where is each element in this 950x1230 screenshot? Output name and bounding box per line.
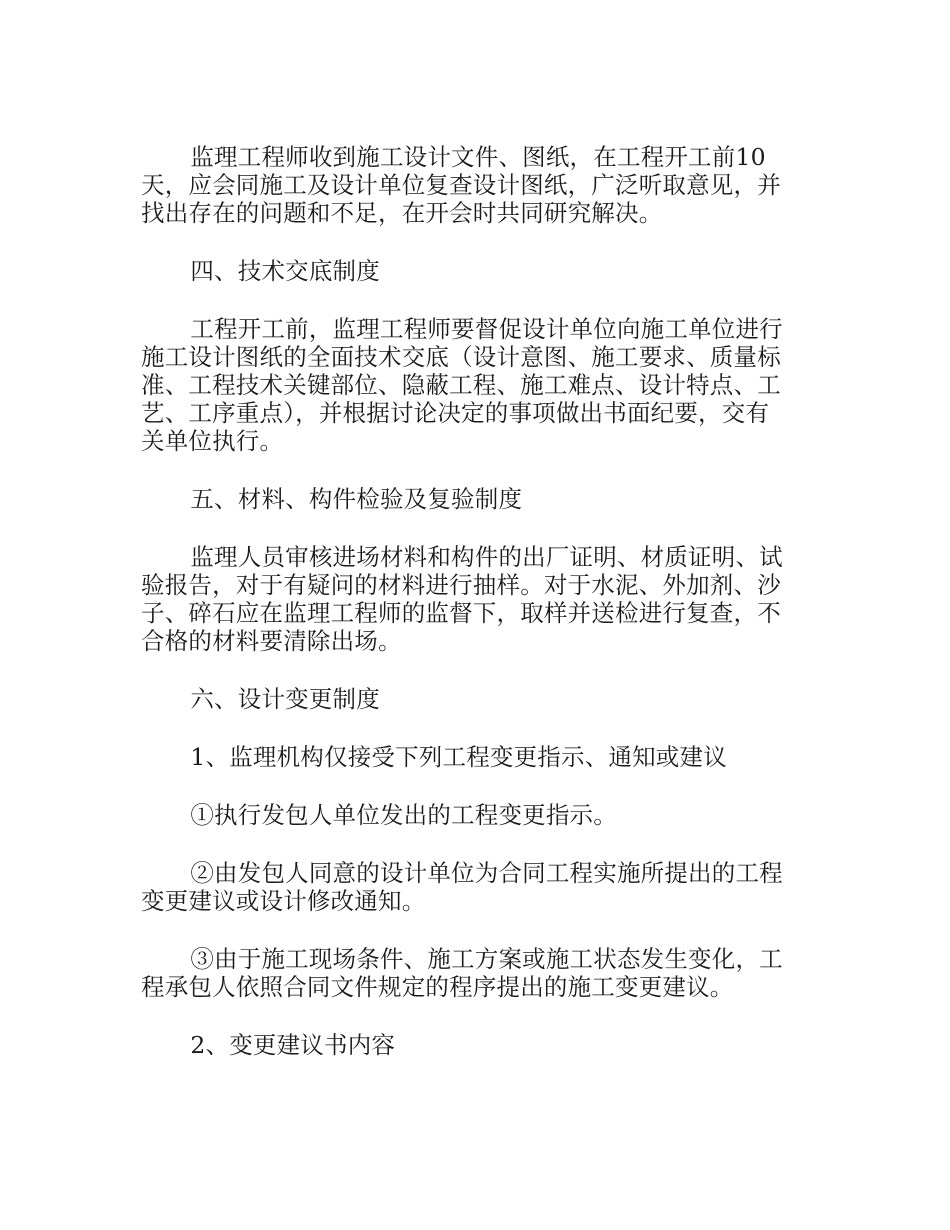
paragraph-material-inspection xyxy=(141,543,811,655)
paragraph-design-review xyxy=(141,143,811,227)
text-line: 合格的材料要清除出场。 xyxy=(141,627,402,655)
text-line: 验报告，对于有疑问的材料进行抽样。对于水泥、外加剂、沙 xyxy=(141,571,781,599)
list-item-circled-1: ①执行发包人单位发出的工程变更指示。 xyxy=(190,801,617,829)
text-line: 施工设计图纸的全面技术交底（设计意图、施工要求、质量标 xyxy=(141,343,781,371)
section-heading-material-inspection: 五、材料、构件检验及复验制度 xyxy=(190,485,523,513)
text-line: 找出存在的问题和不足，在开会时共同研究解决。 xyxy=(141,199,663,227)
document-page xyxy=(141,143,811,1089)
text-line: 程承包人依照合同文件规定的程序提出的施工变更建议。 xyxy=(141,973,734,1001)
text-line: 艺、工序重点），并根据讨论决定的事项做出书面纪要，交有 xyxy=(141,399,770,427)
text-line: ③由于施工现场条件、施工方案或施工状态发生变化，工 xyxy=(190,945,783,973)
text-line: 天，应会同施工及设计单位复查设计图纸，广泛听取意见，并 xyxy=(141,171,781,199)
section-heading-design-change: 六、设计变更制度 xyxy=(190,685,380,713)
list-item-circled-3 xyxy=(141,945,811,1001)
section-heading-technical-briefing: 四、技术交底制度 xyxy=(190,257,380,285)
list-item-change-proposal-content: 2、变更建议书内容 xyxy=(190,1031,396,1059)
text-line: 准、工程技术关键部位、隐蔽工程、施工难点、设计特点、工 xyxy=(141,371,781,399)
text-line: 监理人员审核进场材料和构件的出厂证明、材质证明、试 xyxy=(190,543,783,571)
text-line: 子、碎石应在监理工程师的监督下，取样并送检进行复查，不 xyxy=(141,599,781,627)
list-item-change-sources: 1、监理机构仅接受下列工程变更指示、通知或建议 xyxy=(190,743,727,771)
text-line: ②由发包人同意的设计单位为合同工程实施所提出的工程 xyxy=(190,859,783,887)
text-line: 变更建议或设计修改通知。 xyxy=(141,887,426,915)
text-line: 关单位执行。 xyxy=(141,427,284,455)
text-line: 监理工程师收到施工设计文件、图纸，在工程开工前10 xyxy=(190,143,766,171)
list-item-circled-2 xyxy=(141,859,811,915)
paragraph-technical-briefing xyxy=(141,315,811,455)
text-line: 工程开工前，监理工程师要督促设计单位向施工单位进行 xyxy=(190,315,783,343)
